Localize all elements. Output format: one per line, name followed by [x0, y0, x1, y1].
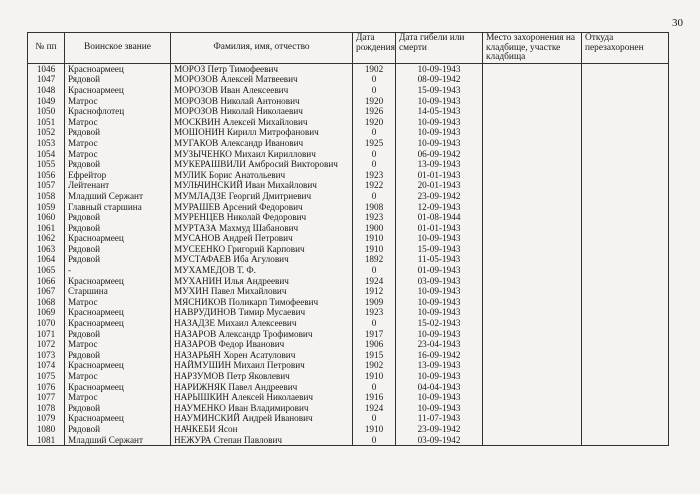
cell-name: МУГАКОВ Александр Иванович: [171, 138, 353, 149]
table-row: [28, 223, 669, 234]
table-row: [28, 180, 669, 191]
cell-death-date: 10-09-1943: [396, 138, 483, 149]
cell-num: 1080: [28, 424, 65, 435]
cell-rank: Красноармеец: [65, 413, 171, 424]
cell-death-date: 23-09-1942: [396, 424, 483, 435]
table-row: [28, 170, 669, 181]
cell-birth-date: 1915: [353, 350, 396, 361]
cell-reburied-from: [582, 170, 669, 181]
header-birth-date: Дата рождения: [353, 33, 396, 64]
cell-num: 1075: [28, 371, 65, 382]
cell-reburied-from: [582, 413, 669, 424]
cell-name: МУРТАЗА Махмуд Шабанович: [171, 223, 353, 234]
cell-num: 1047: [28, 74, 65, 85]
cell-death-date: 13-09-1943: [396, 159, 483, 170]
cell-num: 1053: [28, 138, 65, 149]
cell-rank: Лейтенант: [65, 180, 171, 191]
table-row: [28, 286, 669, 297]
cell-reburied-from: [582, 392, 669, 403]
cell-reburied-from: [582, 74, 669, 85]
cell-rank: Рядовой: [65, 212, 171, 223]
cell-birth-date: 0: [353, 382, 396, 393]
table-row: [28, 435, 669, 446]
cell-rank: Матрос: [65, 138, 171, 149]
table-row: [28, 318, 669, 329]
cell-death-date: 10-09-1943: [396, 297, 483, 308]
cell-burial-place: [483, 202, 582, 213]
header-num: № пп: [28, 33, 65, 64]
cell-death-date: 23-04-1943: [396, 339, 483, 350]
table-row: [28, 191, 669, 202]
cell-death-date: 01-09-1943: [396, 265, 483, 276]
cell-burial-place: [483, 233, 582, 244]
cell-name: МОШОНИН Кирилл Митрофанович: [171, 127, 353, 138]
cell-death-date: 10-09-1943: [396, 329, 483, 340]
table-row: [28, 63, 669, 74]
cell-reburied-from: [582, 403, 669, 414]
cell-num: 1070: [28, 318, 65, 329]
cell-num: 1062: [28, 233, 65, 244]
cell-rank: Красноармеец: [65, 233, 171, 244]
table-row: [28, 424, 669, 435]
cell-name: НАЗАРОВ Федор Иванович: [171, 339, 353, 350]
cell-num: 1064: [28, 254, 65, 265]
cell-death-date: 04-04-1943: [396, 382, 483, 393]
cell-name: МОРОЗ Петр Тимофеевич: [171, 63, 353, 74]
cell-death-date: 10-09-1943: [396, 371, 483, 382]
cell-burial-place: [483, 63, 582, 74]
cell-burial-place: [483, 180, 582, 191]
cell-burial-place: [483, 286, 582, 297]
cell-burial-place: [483, 265, 582, 276]
cell-num: 1079: [28, 413, 65, 424]
cell-birth-date: 1923: [353, 170, 396, 181]
cell-name: МУСАНОВ Андрей Петрович: [171, 233, 353, 244]
table-row: [28, 329, 669, 340]
cell-burial-place: [483, 223, 582, 234]
cell-reburied-from: [582, 276, 669, 287]
cell-burial-place: [483, 318, 582, 329]
table-row: [28, 307, 669, 318]
cell-burial-place: [483, 138, 582, 149]
burial-list-table: [27, 32, 669, 446]
cell-reburied-from: [582, 191, 669, 202]
cell-num: 1055: [28, 159, 65, 170]
header-death-date: Дата гибели или смерти: [396, 33, 483, 64]
cell-burial-place: [483, 339, 582, 350]
cell-rank: Младший Сержант: [65, 191, 171, 202]
cell-death-date: 01-01-1943: [396, 170, 483, 181]
cell-birth-date: 1900: [353, 223, 396, 234]
table-row: [28, 371, 669, 382]
cell-name: МУХИН Павел Михайлович: [171, 286, 353, 297]
cell-name: МУМЛАДЗЕ Георгий Дмитриевич: [171, 191, 353, 202]
cell-burial-place: [483, 413, 582, 424]
cell-num: 1056: [28, 170, 65, 181]
cell-name: НАВРУДИНОВ Тимир Мусаевич: [171, 307, 353, 318]
cell-reburied-from: [582, 254, 669, 265]
cell-death-date: 10-09-1943: [396, 403, 483, 414]
cell-reburied-from: [582, 212, 669, 223]
header-burial-place: Место захоронения на кладбище, участке кладбища: [483, 33, 582, 64]
table-row: [28, 244, 669, 255]
cell-name: МОРОЗОВ Николай Николаевич: [171, 106, 353, 117]
cell-birth-date: 0: [353, 149, 396, 160]
cell-burial-place: [483, 170, 582, 181]
cell-burial-place: [483, 424, 582, 435]
table-row: [28, 96, 669, 107]
cell-name: МУХАМЕДОВ Т. Ф.: [171, 265, 353, 276]
cell-death-date: 01-01-1943: [396, 223, 483, 234]
cell-birth-date: 1924: [353, 276, 396, 287]
table-row: [28, 212, 669, 223]
cell-burial-place: [483, 106, 582, 117]
cell-reburied-from: [582, 382, 669, 393]
cell-rank: Рядовой: [65, 244, 171, 255]
cell-reburied-from: [582, 138, 669, 149]
table-row: [28, 85, 669, 96]
cell-num: 1071: [28, 329, 65, 340]
table-row: [28, 74, 669, 85]
cell-birth-date: 1910: [353, 371, 396, 382]
cell-death-date: 14-05-1943: [396, 106, 483, 117]
cell-num: 1054: [28, 149, 65, 160]
cell-death-date: 10-09-1943: [396, 96, 483, 107]
cell-reburied-from: [582, 307, 669, 318]
table-row: [28, 392, 669, 403]
cell-death-date: 20-01-1943: [396, 180, 483, 191]
cell-death-date: 10-09-1943: [396, 63, 483, 74]
cell-birth-date: 1922: [353, 180, 396, 191]
cell-name: МУРЕНЦЕВ Николай Федорович: [171, 212, 353, 223]
table-row: [28, 138, 669, 149]
cell-rank: Рядовой: [65, 159, 171, 170]
cell-rank: Матрос: [65, 297, 171, 308]
header-rank: Воинское звание: [65, 33, 171, 64]
header-reburied-from: Откуда перезахоронен: [582, 33, 669, 64]
cell-num: 1074: [28, 360, 65, 371]
cell-num: 1069: [28, 307, 65, 318]
cell-rank: -: [65, 265, 171, 276]
cell-rank: Главный старшина: [65, 202, 171, 213]
cell-burial-place: [483, 435, 582, 446]
cell-rank: Рядовой: [65, 329, 171, 340]
cell-rank: Красноармеец: [65, 382, 171, 393]
cell-num: 1061: [28, 223, 65, 234]
cell-name: НАЧКЕБИ Ясон: [171, 424, 353, 435]
cell-num: 1052: [28, 127, 65, 138]
cell-death-date: 08-09-1942: [396, 74, 483, 85]
cell-burial-place: [483, 85, 582, 96]
cell-birth-date: 1923: [353, 307, 396, 318]
cell-num: 1067: [28, 286, 65, 297]
cell-name: МЯСНИКОВ Поликарп Тимофеевич: [171, 297, 353, 308]
cell-rank: Краснофлотец: [65, 106, 171, 117]
cell-burial-place: [483, 212, 582, 223]
cell-reburied-from: [582, 265, 669, 276]
cell-burial-place: [483, 350, 582, 361]
cell-birth-date: 0: [353, 74, 396, 85]
cell-death-date: 10-09-1943: [396, 392, 483, 403]
cell-name: НЕЖУРА Степан Павлович: [171, 435, 353, 446]
cell-name: НАЗАРОВ Александр Трофимович: [171, 329, 353, 340]
cell-name: МУСТАФАЕВ Иба Агулович: [171, 254, 353, 265]
cell-name: МУХАНИН Илья Андреевич: [171, 276, 353, 287]
cell-burial-place: [483, 191, 582, 202]
cell-num: 1060: [28, 212, 65, 223]
table-row: [28, 159, 669, 170]
cell-burial-place: [483, 159, 582, 170]
cell-name: НАЗАДЗЕ Михаил Алексеевич: [171, 318, 353, 329]
cell-birth-date: 1908: [353, 202, 396, 213]
cell-reburied-from: [582, 96, 669, 107]
table-row: [28, 254, 669, 265]
cell-death-date: 03-09-1942: [396, 435, 483, 446]
cell-name: МУРАШЕВ Арсений Федорович: [171, 202, 353, 213]
cell-rank: Рядовой: [65, 254, 171, 265]
cell-birth-date: 0: [353, 85, 396, 96]
cell-rank: Красноармеец: [65, 85, 171, 96]
cell-death-date: 23-09-1942: [396, 191, 483, 202]
cell-burial-place: [483, 117, 582, 128]
cell-birth-date: 1910: [353, 424, 396, 435]
cell-name: МУЛЬЧИНСКИЙ Иван Михайлович: [171, 180, 353, 191]
cell-num: 1081: [28, 435, 65, 446]
cell-birth-date: 1910: [353, 233, 396, 244]
cell-reburied-from: [582, 85, 669, 96]
cell-num: 1050: [28, 106, 65, 117]
cell-num: 1076: [28, 382, 65, 393]
cell-death-date: 06-09-1942: [396, 149, 483, 160]
cell-rank: Красноармеец: [65, 307, 171, 318]
cell-num: 1072: [28, 339, 65, 350]
cell-birth-date: 1892: [353, 254, 396, 265]
cell-death-date: 12-09-1943: [396, 202, 483, 213]
cell-name: НАЙМУШИН Михаил Петрович: [171, 360, 353, 371]
cell-reburied-from: [582, 106, 669, 117]
cell-num: 1046: [28, 63, 65, 74]
table-row: [28, 360, 669, 371]
cell-num: 1048: [28, 85, 65, 96]
cell-burial-place: [483, 392, 582, 403]
cell-rank: Матрос: [65, 392, 171, 403]
cell-birth-date: 0: [353, 265, 396, 276]
cell-reburied-from: [582, 318, 669, 329]
cell-death-date: 10-09-1943: [396, 233, 483, 244]
cell-rank: Рядовой: [65, 74, 171, 85]
cell-birth-date: 1926: [353, 106, 396, 117]
cell-death-date: 15-09-1943: [396, 85, 483, 96]
cell-death-date: 11-05-1943: [396, 254, 483, 265]
table-row: [28, 339, 669, 350]
cell-burial-place: [483, 371, 582, 382]
cell-name: МОРОЗОВ Алексей Матвеевич: [171, 74, 353, 85]
cell-death-date: 16-09-1942: [396, 350, 483, 361]
cell-rank: Матрос: [65, 149, 171, 160]
cell-rank: Рядовой: [65, 127, 171, 138]
cell-name: МУКЕРАШВИЛИ Амбросий Викторович: [171, 159, 353, 170]
cell-birth-date: 1902: [353, 360, 396, 371]
cell-name: МОРОЗОВ Николай Антонович: [171, 96, 353, 107]
cell-death-date: 11-07-1943: [396, 413, 483, 424]
cell-birth-date: 1917: [353, 329, 396, 340]
cell-death-date: 03-09-1943: [396, 276, 483, 287]
cell-rank: Ефрейтор: [65, 170, 171, 181]
cell-rank: Рядовой: [65, 223, 171, 234]
cell-burial-place: [483, 127, 582, 138]
table-row: [28, 233, 669, 244]
table-row: [28, 382, 669, 393]
cell-num: 1051: [28, 117, 65, 128]
table-row: [28, 297, 669, 308]
cell-birth-date: 1916: [353, 392, 396, 403]
table-row: [28, 117, 669, 128]
table-row: [28, 265, 669, 276]
cell-num: 1065: [28, 265, 65, 276]
cell-num: 1049: [28, 96, 65, 107]
cell-rank: Рядовой: [65, 403, 171, 414]
cell-reburied-from: [582, 297, 669, 308]
cell-rank: Красноармеец: [65, 63, 171, 74]
cell-reburied-from: [582, 350, 669, 361]
cell-burial-place: [483, 244, 582, 255]
cell-name: НАРИЖНЯК Павел Андреевич: [171, 382, 353, 393]
cell-num: 1077: [28, 392, 65, 403]
cell-reburied-from: [582, 117, 669, 128]
cell-burial-place: [483, 254, 582, 265]
cell-birth-date: 0: [353, 127, 396, 138]
cell-num: 1058: [28, 191, 65, 202]
cell-burial-place: [483, 307, 582, 318]
cell-reburied-from: [582, 180, 669, 191]
cell-birth-date: 1924: [353, 403, 396, 414]
cell-birth-date: 1906: [353, 339, 396, 350]
cell-num: 1078: [28, 403, 65, 414]
table-header-row: [28, 33, 669, 64]
cell-reburied-from: [582, 244, 669, 255]
cell-death-date: 10-09-1943: [396, 127, 483, 138]
cell-reburied-from: [582, 63, 669, 74]
cell-burial-place: [483, 382, 582, 393]
cell-birth-date: 0: [353, 318, 396, 329]
cell-burial-place: [483, 96, 582, 107]
cell-rank: Младший Сержант: [65, 435, 171, 446]
table-row: [28, 149, 669, 160]
cell-burial-place: [483, 297, 582, 308]
cell-burial-place: [483, 360, 582, 371]
cell-rank: Старшина: [65, 286, 171, 297]
cell-birth-date: 1910: [353, 244, 396, 255]
cell-reburied-from: [582, 149, 669, 160]
cell-death-date: 13-09-1943: [396, 360, 483, 371]
cell-birth-date: 1920: [353, 117, 396, 128]
cell-birth-date: 0: [353, 159, 396, 170]
cell-birth-date: 1920: [353, 96, 396, 107]
cell-name: МУЗЫЧЕНКО Михаил Кириллович: [171, 149, 353, 160]
cell-reburied-from: [582, 127, 669, 138]
cell-name: НАУМИНСКИЙ Андрей Иванович: [171, 413, 353, 424]
cell-birth-date: 1923: [353, 212, 396, 223]
cell-reburied-from: [582, 223, 669, 234]
cell-name: МУСЕЕНКО Григорий Карпович: [171, 244, 353, 255]
cell-death-date: 01-08-1944: [396, 212, 483, 223]
table-row: [28, 413, 669, 424]
cell-rank: Красноармеец: [65, 318, 171, 329]
cell-name: НАРЗУМОВ Петр Яковлевич: [171, 371, 353, 382]
table-row: [28, 403, 669, 414]
table-row: [28, 202, 669, 213]
cell-reburied-from: [582, 435, 669, 446]
cell-rank: Матрос: [65, 117, 171, 128]
cell-rank: Рядовой: [65, 424, 171, 435]
cell-reburied-from: [582, 329, 669, 340]
cell-death-date: 15-02-1943: [396, 318, 483, 329]
cell-birth-date: 1925: [353, 138, 396, 149]
cell-birth-date: 1909: [353, 297, 396, 308]
cell-num: 1059: [28, 202, 65, 213]
cell-rank: Красноармеец: [65, 360, 171, 371]
cell-birth-date: 0: [353, 413, 396, 424]
page-number: 30: [672, 17, 683, 29]
cell-reburied-from: [582, 202, 669, 213]
table-row: [28, 127, 669, 138]
cell-birth-date: 0: [353, 435, 396, 446]
cell-reburied-from: [582, 360, 669, 371]
cell-birth-date: 1912: [353, 286, 396, 297]
cell-reburied-from: [582, 286, 669, 297]
cell-reburied-from: [582, 371, 669, 382]
cell-name: МОСКВИН Алексей Михайлович: [171, 117, 353, 128]
cell-num: 1063: [28, 244, 65, 255]
cell-rank: Матрос: [65, 371, 171, 382]
cell-burial-place: [483, 329, 582, 340]
cell-name: НАУМЕНКО Иван Владимирович: [171, 403, 353, 414]
cell-num: 1066: [28, 276, 65, 287]
cell-name: НАРЫШКИН Алексей Николаевич: [171, 392, 353, 403]
cell-num: 1068: [28, 297, 65, 308]
cell-death-date: 10-09-1943: [396, 286, 483, 297]
cell-name: МУЛИК Борис Анатольевич: [171, 170, 353, 181]
cell-burial-place: [483, 403, 582, 414]
cell-burial-place: [483, 276, 582, 287]
cell-birth-date: 0: [353, 191, 396, 202]
cell-name: МОРОЗОВ Иван Алексеевич: [171, 85, 353, 96]
cell-birth-date: 1902: [353, 63, 396, 74]
cell-rank: Матрос: [65, 96, 171, 107]
cell-num: 1057: [28, 180, 65, 191]
cell-name: НАЗАРЬЯН Хорен Асатулович: [171, 350, 353, 361]
cell-reburied-from: [582, 233, 669, 244]
table-row: [28, 276, 669, 287]
cell-num: 1073: [28, 350, 65, 361]
cell-rank: Рядовой: [65, 350, 171, 361]
cell-death-date: 15-09-1943: [396, 244, 483, 255]
cell-death-date: 10-09-1943: [396, 117, 483, 128]
cell-rank: Красноармеец: [65, 276, 171, 287]
table-row: [28, 350, 669, 361]
table-row: [28, 106, 669, 117]
cell-burial-place: [483, 74, 582, 85]
cell-rank: Матрос: [65, 339, 171, 350]
cell-burial-place: [483, 149, 582, 160]
cell-reburied-from: [582, 424, 669, 435]
cell-death-date: 10-09-1943: [396, 307, 483, 318]
cell-reburied-from: [582, 159, 669, 170]
cell-reburied-from: [582, 339, 669, 350]
header-name: Фамилия, имя, отчество: [171, 33, 353, 64]
